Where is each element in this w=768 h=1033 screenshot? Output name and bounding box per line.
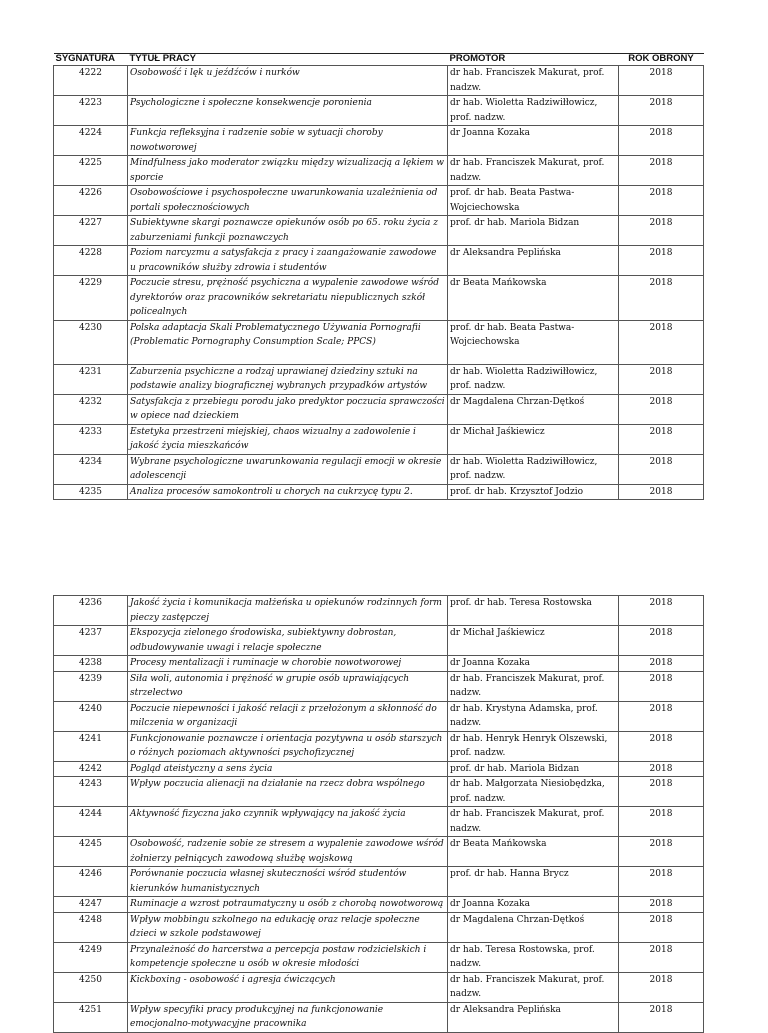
table-row	[54, 807, 704, 837]
signature-cell: 4225	[54, 156, 128, 186]
header-signature: SYGNATURA	[54, 54, 128, 66]
title-cell: Osobowość i lęk u jeźdźców i nurków	[128, 66, 448, 96]
year-cell: 2018	[619, 394, 704, 424]
signature-cell: 4223	[54, 96, 128, 126]
year-cell: 2018	[619, 320, 704, 364]
signature-cell: 4234	[54, 454, 128, 484]
title-cell: Funkcjonowanie poznawcze i orientacja pozytywna u osób starszych o różnych poziomach aktywności psychofizycznej	[128, 731, 448, 761]
table-row	[54, 186, 704, 216]
year-cell: 2018	[619, 424, 704, 454]
signature-cell: 4251	[54, 1002, 128, 1032]
signature-cell: 4226	[54, 186, 128, 216]
promoter-cell: dr hab. Franciszek Makurat, prof. nadzw.	[448, 807, 619, 837]
table-row	[54, 1002, 704, 1032]
year-cell: 2018	[619, 156, 704, 186]
table-row	[54, 246, 704, 276]
promoter-cell: dr hab. Franciszek Makurat, prof. nadzw.	[448, 66, 619, 96]
table-row	[54, 424, 704, 454]
year-cell: 2018	[619, 761, 704, 777]
year-cell: 2018	[619, 96, 704, 126]
title-cell: Procesy mentalizacji i ruminacje w chorobie nowotworowej	[128, 656, 448, 672]
signature-cell: 4250	[54, 972, 128, 1002]
year-cell: 2018	[619, 731, 704, 761]
promoter-cell: dr hab. Teresa Rostowska, prof. nadzw.	[448, 942, 619, 972]
title-cell: Poczucie niepewności i jakość relacji z przełożonym a skłonność do milczenia w organizacji	[128, 701, 448, 731]
table-row	[54, 96, 704, 126]
signature-cell: 4238	[54, 656, 128, 672]
year-cell: 2018	[619, 867, 704, 897]
promoter-cell: dr Joanna Kozaka	[448, 897, 619, 913]
promoter-cell: prof. dr hab. Mariola Bidzan	[448, 216, 619, 246]
signature-cell: 4248	[54, 912, 128, 942]
signature-cell: 4229	[54, 276, 128, 321]
promoter-cell: dr Joanna Kozaka	[448, 656, 619, 672]
signature-cell: 4231	[54, 364, 128, 394]
signature-cell: 4245	[54, 837, 128, 867]
title-cell: Siła woli, autonomia i prężność w grupie osób uprawiających strzelectwo	[128, 671, 448, 701]
promoter-cell: dr Michał Jaśkiewicz	[448, 626, 619, 656]
header-row	[54, 54, 704, 66]
year-cell: 2018	[619, 837, 704, 867]
table-row	[54, 596, 704, 626]
promoter-cell: prof. dr hab. Mariola Bidzan	[448, 761, 619, 777]
title-cell: Pogląd ateistyczny a sens życia	[128, 761, 448, 777]
signature-cell: 4236	[54, 596, 128, 626]
promoter-cell: dr hab. Małgorzata Niesiobędzka, prof. nadzw.	[448, 777, 619, 807]
promoter-cell: dr Aleksandra Peplińska	[448, 1002, 619, 1032]
promoter-cell: dr hab. Franciszek Makurat, prof. nadzw.	[448, 972, 619, 1002]
title-cell: Mindfulness jako moderator związku między wizualizacją a lękiem w sporcie	[128, 156, 448, 186]
signature-cell: 4246	[54, 867, 128, 897]
promoter-cell: prof. dr hab. Hanna Brycz	[448, 867, 619, 897]
table-row	[54, 897, 704, 913]
title-cell: Przynależność do harcerstwa a percepcja postaw rodzicielskich i kompetencje społeczne u osób w okresie młodości	[128, 942, 448, 972]
title-cell: Wpływ specyfiki pracy produkcyjnej na funkcjonowanie emocjonalno-motywacyjne pracownika	[128, 1002, 448, 1032]
title-cell: Wpływ mobbingu szkolnego na edukację oraz relacje społeczne dzieci w szkole podstawowej	[128, 912, 448, 942]
table-row	[54, 626, 704, 656]
signature-cell: 4239	[54, 671, 128, 701]
title-cell: Kickboxing - osobowość i agresja ćwiczących	[128, 972, 448, 1002]
table-row	[54, 656, 704, 672]
title-cell: Estetyka przestrzeni miejskiej, chaos wizualny a zadowolenie i jakość życia mieszkańców	[128, 424, 448, 454]
promoter-cell: prof. dr hab. Teresa Rostowska	[448, 596, 619, 626]
header-year: ROK OBRONY	[619, 54, 704, 66]
year-cell: 2018	[619, 671, 704, 701]
table-row	[54, 484, 704, 500]
signature-cell: 4222	[54, 66, 128, 96]
year-cell: 2018	[619, 484, 704, 500]
promoter-cell: dr hab. Wioletta Radziwiłłowicz, prof. nadzw.	[448, 364, 619, 394]
table-row	[54, 454, 704, 484]
promoter-cell: dr Joanna Kozaka	[448, 126, 619, 156]
signature-cell: 4244	[54, 807, 128, 837]
year-cell: 2018	[619, 596, 704, 626]
title-cell: Wybrane psychologiczne uwarunkowania regulacji emocji w okresie adolescencji	[128, 454, 448, 484]
title-cell: Psychologiczne i społeczne konsekwencje poronienia	[128, 96, 448, 126]
table-row	[54, 837, 704, 867]
year-cell: 2018	[619, 897, 704, 913]
signature-cell: 4224	[54, 126, 128, 156]
signature-cell: 4237	[54, 626, 128, 656]
signature-cell: 4228	[54, 246, 128, 276]
signature-cell: 4233	[54, 424, 128, 454]
promoter-cell: dr Magdalena Chrzan-Dętkoś	[448, 912, 619, 942]
table-row	[54, 216, 704, 246]
promoter-cell: dr hab. Krystyna Adamska, prof. nadzw.	[448, 701, 619, 731]
title-cell: Porównanie poczucia własnej skuteczności wśród studentów kierunków humanistycznych	[128, 867, 448, 897]
promoter-cell: prof. dr hab. Krzysztof Jodzio	[448, 484, 619, 500]
year-cell: 2018	[619, 454, 704, 484]
year-cell: 2018	[619, 246, 704, 276]
signature-cell: 4243	[54, 777, 128, 807]
title-cell: Aktywność fizyczna jako czynnik wpływający na jakość życia	[128, 807, 448, 837]
table-row	[54, 276, 704, 321]
signature-cell: 4241	[54, 731, 128, 761]
header-promoter: PROMOTOR	[448, 54, 619, 66]
table-row	[54, 777, 704, 807]
title-cell: Subiektywne skargi poznawcze opiekunów osób po 65. roku życia z zaburzeniami funkcji poznawczych	[128, 216, 448, 246]
signature-cell: 4230	[54, 320, 128, 364]
signature-cell: 4232	[54, 394, 128, 424]
signature-cell: 4227	[54, 216, 128, 246]
promoter-cell: dr hab. Henryk Henryk Olszewski, prof. nadzw.	[448, 731, 619, 761]
title-cell: Funkcja refleksyjna i radzenie sobie w sytuacji choroby nowotworowej	[128, 126, 448, 156]
theses-table-2	[53, 595, 704, 1033]
title-cell: Poziom narcyzmu a satysfakcja z pracy i zaangażowanie zawodowe u pracowników służby zdrowia i studentów	[128, 246, 448, 276]
title-cell: Ruminacje a wzrost potraumatyczny u osób z chorobą nowotworową	[128, 897, 448, 913]
table-row	[54, 126, 704, 156]
table-row	[54, 671, 704, 701]
signature-cell: 4242	[54, 761, 128, 777]
year-cell: 2018	[619, 364, 704, 394]
year-cell: 2018	[619, 186, 704, 216]
signature-cell: 4240	[54, 701, 128, 731]
year-cell: 2018	[619, 216, 704, 246]
title-cell: Analiza procesów samokontroli u chorych na cukrzycę typu 2.	[128, 484, 448, 500]
year-cell: 2018	[619, 972, 704, 1002]
promoter-cell: dr hab. Franciszek Makurat, prof. nadzw.	[448, 671, 619, 701]
table-row	[54, 156, 704, 186]
year-cell: 2018	[619, 807, 704, 837]
promoter-cell: prof. dr hab. Beata Pastwa-Wojciechowska	[448, 186, 619, 216]
header-title: TYTUŁ PRACY	[128, 54, 448, 66]
year-cell: 2018	[619, 701, 704, 731]
table-row	[54, 364, 704, 394]
promoter-cell: dr Beata Mańkowska	[448, 276, 619, 321]
title-cell: Osobowościowe i psychospołeczne uwarunkowania uzależnienia od portali społecznościowych	[128, 186, 448, 216]
title-cell: Osobowość, radzenie sobie ze stresem a wypalenie zawodowe wśród żołnierzy pełniących zawodową służbę wojskową	[128, 837, 448, 867]
title-cell: Polska adaptacja Skali Problematycznego Używania Pornografii (Problematic Pornography Consumption Scale; PPCS)	[128, 320, 448, 364]
year-cell: 2018	[619, 942, 704, 972]
table-row	[54, 867, 704, 897]
year-cell: 2018	[619, 276, 704, 321]
promoter-cell: dr hab. Franciszek Makurat, prof. nadzw.	[448, 156, 619, 186]
title-cell: Poczucie stresu, prężność psychiczna a wypalenie zawodowe wśród dyrektorów oraz pracowników sekretariatu niepublicznych szkół policealnych	[128, 276, 448, 321]
title-cell: Wpływ poczucia alienacji na działanie na rzecz dobra wspólnego	[128, 777, 448, 807]
theses-table-1	[53, 53, 704, 500]
signature-cell: 4247	[54, 897, 128, 913]
signature-cell: 4249	[54, 942, 128, 972]
table-row	[54, 761, 704, 777]
promoter-cell: dr Beata Mańkowska	[448, 837, 619, 867]
title-cell: Ekspozycja zielonego środowiska, subiektywny dobrostan, odbudowywanie uwagi i relacje społeczne	[128, 626, 448, 656]
title-cell: Zaburzenia psychiczne a rodzaj uprawianej dziedziny sztuki na podstawie analizy biograficznej wybranych przypadków artystów	[128, 364, 448, 394]
year-cell: 2018	[619, 912, 704, 942]
promoter-cell: dr hab. Wioletta Radziwiłłowicz, prof. nadzw.	[448, 96, 619, 126]
year-cell: 2018	[619, 656, 704, 672]
promoter-cell: prof. dr hab. Beata Pastwa-Wojciechowska	[448, 320, 619, 364]
year-cell: 2018	[619, 777, 704, 807]
title-cell: Satysfakcja z przebiegu porodu jako predyktor poczucia sprawczości w opiece nad dzieckiem	[128, 394, 448, 424]
year-cell: 2018	[619, 626, 704, 656]
table-row	[54, 320, 704, 364]
promoter-cell: dr hab. Wioletta Radziwiłłowicz, prof. nadzw.	[448, 454, 619, 484]
promoter-cell: dr Magdalena Chrzan-Dętkoś	[448, 394, 619, 424]
table-row	[54, 66, 704, 96]
promoter-cell: dr Michał Jaśkiewicz	[448, 424, 619, 454]
promoter-cell: dr Aleksandra Peplińska	[448, 246, 619, 276]
table-row	[54, 912, 704, 942]
year-cell: 2018	[619, 126, 704, 156]
signature-cell: 4235	[54, 484, 128, 500]
table-row	[54, 972, 704, 1002]
year-cell: 2018	[619, 1002, 704, 1032]
year-cell: 2018	[619, 66, 704, 96]
table-row	[54, 942, 704, 972]
table-row	[54, 701, 704, 731]
table-row	[54, 731, 704, 761]
table-row	[54, 394, 704, 424]
title-cell: Jakość życia i komunikacja małżeńska u opiekunów rodzinnych form pieczy zastępczej	[128, 596, 448, 626]
